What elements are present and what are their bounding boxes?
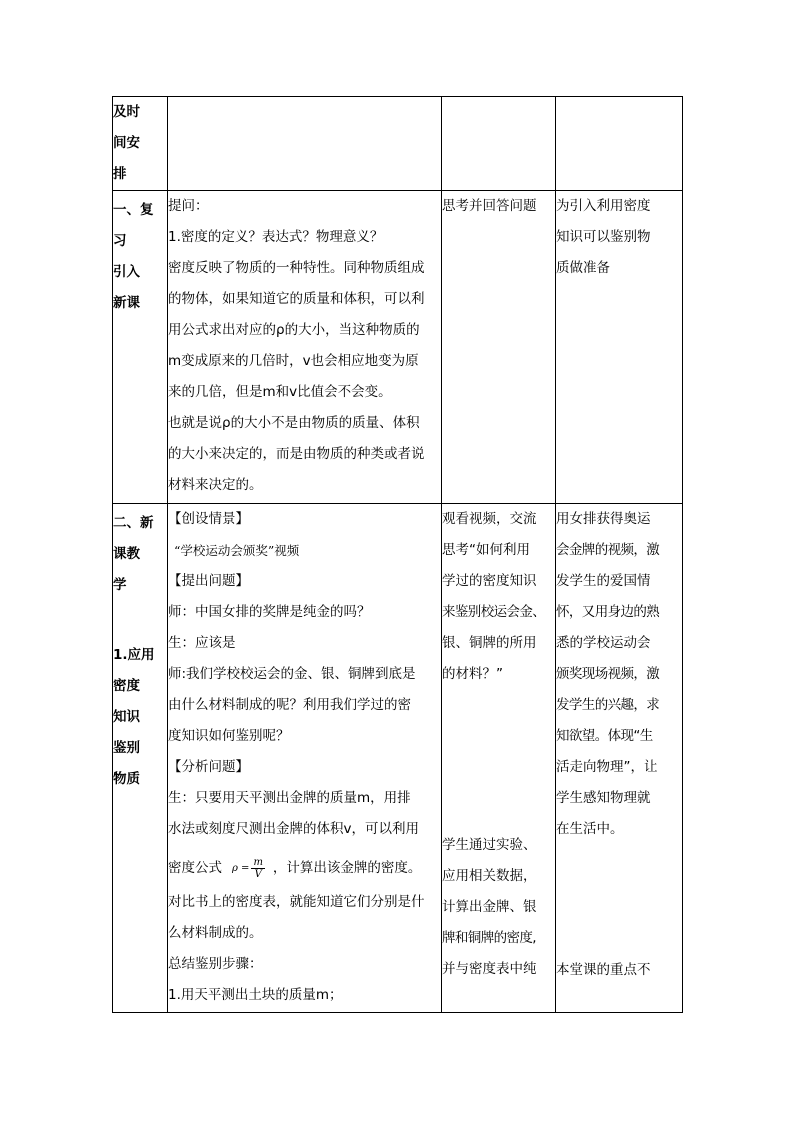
text-line: 密度反映了物质的一种特性。同种物质组成	[168, 260, 425, 276]
stage-line: 二、新	[113, 515, 154, 531]
text-line: 银、铜牌的所用	[442, 635, 537, 651]
text-line: 师:我们学校校运会的金、银、铜牌到底是	[168, 666, 416, 682]
stage-line: 新课	[113, 295, 140, 311]
text-line: 由什么材料制成的呢？利用我们学过的密	[168, 697, 411, 713]
text-line: 应用相关数据，	[442, 868, 537, 884]
text-line: 发学生的兴趣，求	[556, 697, 660, 713]
text-line: 悉的学校运动会	[556, 635, 651, 651]
text-line: 学过的密度知识	[442, 573, 537, 589]
student-activity-cell	[442, 504, 556, 1013]
text-line: 师：中国女排的奖牌是纯金的吗？	[168, 604, 371, 620]
stage-line: 习	[113, 233, 127, 249]
stage-line: 引入	[113, 264, 140, 280]
table-row-new-lesson	[113, 504, 683, 1013]
stage-line: 学	[113, 577, 127, 593]
text-line: 计算出金牌、银	[442, 899, 537, 915]
density-formula	[232, 853, 265, 884]
formula-fraction	[251, 857, 264, 880]
text-line: 也就是说ρ的大小不是由物质的质量、体积	[168, 415, 420, 431]
formula-prefix: 密度公式	[168, 859, 222, 876]
text-line: 材料来决定的。	[168, 477, 263, 493]
stage-line: 鉴别	[113, 740, 140, 756]
design-purpose-cell	[556, 191, 683, 504]
text-line: 并与密度表中纯	[442, 961, 537, 977]
text-line: 思考并回答问题	[442, 198, 537, 214]
text-line: 用女排获得奥运	[556, 511, 651, 527]
stage-line: 物质	[113, 771, 140, 787]
text-line: 质做准备	[556, 260, 610, 276]
text-line: 思考“如何利用	[442, 542, 530, 558]
text-line: 牌和铜牌的密度,	[442, 930, 536, 946]
text-line: 颁奖现场视频，激	[556, 666, 660, 682]
text-line: 用公式求出对应的ρ的大小，当这种物质的	[168, 322, 420, 338]
stage-line: 间安	[113, 135, 140, 151]
text-line: 对比书上的密度表，就能知道它们分别是什	[168, 894, 425, 910]
text-line: 学生通过实验、	[442, 837, 537, 853]
text-line: 么材料制成的。	[168, 925, 263, 941]
formula-suffix: ，计算出该金牌的密度。	[272, 859, 422, 876]
text-line: m变成原来的几倍时，v也会相应地变为原	[168, 353, 419, 369]
text-line: 活走向物理”，让	[556, 759, 658, 775]
empty-cell	[168, 97, 442, 191]
table-row-header	[113, 97, 683, 191]
table-row-review	[113, 191, 683, 504]
teacher-activity-cell	[168, 191, 442, 504]
text-line: 发学生的爱国情	[556, 573, 651, 589]
text-line: 总结鉴别步骤：	[168, 956, 263, 972]
empty-cell	[442, 97, 556, 191]
formula-numerator: m	[253, 856, 263, 868]
empty-cell	[556, 97, 683, 191]
text-line: 度知识如何鉴别呢？	[168, 728, 290, 744]
text-line: 为引入利用密度	[556, 198, 651, 214]
text-line: 水法或刻度尺测出金牌的体积v，可以利用	[168, 821, 419, 837]
text-line: 怀，又用身边的熟	[556, 604, 660, 620]
student-activity-cell	[442, 191, 556, 504]
text-line: 来鉴别校运会金、	[442, 604, 546, 620]
text-line: 观看视频，交流	[442, 511, 537, 527]
stage-line: 知识	[113, 709, 140, 725]
text-line: 提问：	[168, 198, 209, 214]
text-line: 【分析问题】	[168, 759, 249, 775]
stage-line: 及时	[113, 104, 140, 120]
text-line: 来的几倍，但是m和v比值会不会变。	[168, 384, 392, 400]
text-line: 知欲望。体现“生	[556, 728, 653, 744]
density-formula-line	[168, 849, 441, 887]
text-line: 的材料？”	[442, 666, 503, 682]
stage-cell-review	[113, 191, 168, 504]
text-line: 在生活中。	[556, 821, 624, 837]
teacher-activity-cell	[168, 504, 442, 1013]
text-line: 1.用天平测出土块的质量m；	[168, 987, 343, 1003]
text-line: 会金牌的视频，激	[556, 542, 660, 558]
formula-lhs: ρ =	[232, 862, 250, 874]
text-line: 1.密度的定义？表达式？物理意义？	[168, 229, 384, 245]
text-line: 本堂课的重点不	[556, 962, 651, 978]
stage-line: 1.应用	[113, 647, 155, 663]
text-line: 的物体，如果知道它的质量和体积，可以利	[168, 291, 425, 307]
time-arrangement-cell	[113, 97, 168, 191]
text-line: 知识可以鉴别物	[556, 229, 651, 245]
text-line: 【提出问题】	[168, 573, 249, 589]
stage-line: 密度	[113, 678, 140, 694]
text-line: 生：只要用天平测出金牌的质量m，用排	[168, 790, 411, 806]
stage-line: 排	[113, 166, 127, 182]
stage-line: 课教	[113, 546, 140, 562]
text-line: 【创设情景】	[168, 511, 249, 527]
stage-cell-new-lesson	[113, 504, 168, 1013]
text-line: 学生感知物理就	[556, 790, 651, 806]
design-purpose-cell	[556, 504, 683, 1013]
text-line: 生：应该是	[168, 635, 236, 651]
text-line: 的大小来决定的，而是由物质的种类或者说	[168, 446, 425, 462]
lesson-plan-table	[112, 96, 683, 1013]
formula-denominator: V	[254, 868, 262, 880]
video-title: “学校运动会颁奖”视频	[174, 543, 300, 558]
stage-line: 一、复	[113, 202, 154, 218]
